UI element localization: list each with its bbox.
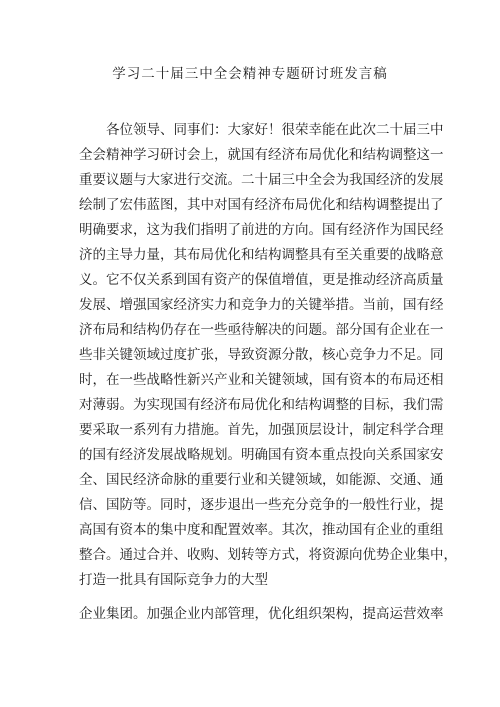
- body-line: 整合。通过合并、收购、划转等方式，将资源向优势企业集中，: [79, 547, 457, 563]
- body-line: 打造一批具有国际竞争力的大型: [79, 572, 268, 588]
- document-title: 学习二十届三中全会精神专题研讨班发言稿: [112, 66, 388, 82]
- body-line: 明确要求，这为我们指明了前进的方向。国有经济作为国民经: [79, 222, 444, 238]
- body-line: 义。它不仅关系到国有资产的保值增值，更是推动经济高质量: [79, 272, 444, 288]
- body-line: 各位领导、同事们：大家好！很荣幸能在此次二十届三中: [106, 122, 444, 138]
- body-line: 全会精神学习研讨会上，就国有经济布局优化和结构调整这一: [79, 147, 444, 163]
- body-line: 的国有经济发展战略规划。明确国有资本重点投向关系国家安: [79, 447, 444, 463]
- body-line: 企业集团。加强企业内部管理，优化组织架构，提高运营效率: [79, 606, 444, 622]
- body-line: 信、国防等。同时，逐步退出一些充分竞争的一般性行业，提: [79, 497, 444, 513]
- body-line: 重要议题与大家进行交流。二十届三中全会为我国经济的发展: [79, 172, 444, 188]
- body-line: 全、国民经济命脉的重要行业和关键领域，如能源、交通、通: [79, 472, 444, 488]
- body-line: 发展、增强国家经济实力和竞争力的关键举措。当前，国有经: [79, 297, 444, 313]
- body-line: 要采取一系列有力措施。首先，加强顶层设计，制定科学合理: [79, 422, 444, 438]
- body-line: 时，在一些战略性新兴产业和关键领域，国有资本的布局还相: [79, 372, 444, 388]
- body-line: 高国有资本的集中度和配置效率。其次，推动国有企业的重组: [79, 522, 444, 538]
- body-line: 济的主导力量，其布局优化和结构调整具有至关重要的战略意: [79, 247, 444, 263]
- body-line: 绘制了宏伟蓝图，其中对国有经济布局优化和结构调整提出了: [79, 197, 444, 213]
- body-line: 济布局和结构仍存在一些亟待解决的问题。部分国有企业在一: [79, 322, 444, 338]
- body-line: 些非关键领域过度扩张，导致资源分散，核心竞争力不足。同: [79, 347, 444, 363]
- body-line: 对薄弱。为实现国有经济布局优化和结构调整的目标，我们需: [79, 397, 444, 413]
